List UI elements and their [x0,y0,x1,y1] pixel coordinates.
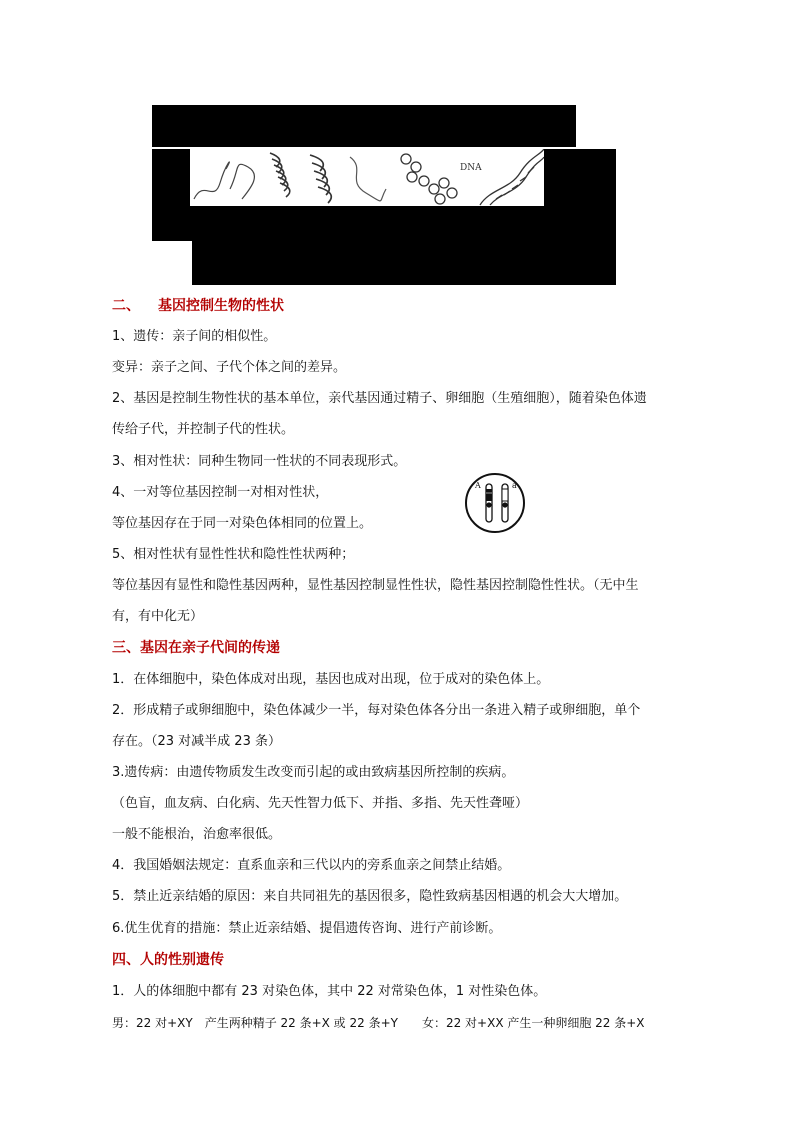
section-heading-gene-transmission: 三、基因在亲子代间的传递 [112,640,280,656]
text-line: 等位基因有显性和隐性基因两种，显性基因控制显性性状，隐性基因控制隐性性状。（无中生 [112,578,639,593]
allele-label-A: A [475,481,481,490]
text-line: 3、相对性状：同种生物同一性状的不同表现形式。 [112,454,407,469]
section-heading-gene-control [112,298,284,314]
text-line: 1．在体细胞中，染色体成对出现，基因也成对出现，位于成对的染色体上。 [112,672,550,687]
heading-text: 基因控制生物的性状 [158,298,284,314]
text-line: 4．我国婚姻法规定：直系血亲和三代以内的旁系血亲之间禁止结婚。 [112,858,511,873]
text-line: （色盲，血友病、白化病、先天性智力低下、并指、多指、先天性聋哑） [112,796,529,811]
redaction-block [536,149,616,207]
text-line: 6.优生优育的措施：禁止近亲结婚、提倡遗传咨询、进行产前诊断。 [112,921,502,936]
text-line: 5．禁止近亲结婚的原因：来自共同祖先的基因很多，隐性致病基因相遇的机会大大增加。 [112,889,628,904]
redaction-block [152,201,194,241]
text-line: 男：22 对+XY 产生两种精子 22 条+X 或 22 条+Y 女：22 对+XX 产生一种卵细胞 22 条+X [112,1016,645,1030]
dna-label: DNA [460,163,482,173]
text-line: 2、基因是控制生物性状的基本单位，亲代基因通过精子、卵细胞（生殖细胞），随着染色体遗 [112,391,647,406]
heading-number: 二、 [112,298,140,314]
text-line: 传给子代，并控制子代的性状。 [112,422,295,437]
chromosome-dna-figure [150,105,620,285]
text-line: 等位基因存在于同一对染色体相同的位置上。 [112,516,373,531]
allele-chromosome-diagram [465,473,525,533]
section-heading-sex-inheritance: 四、人的性别遗传 [112,952,224,968]
redaction-block [152,149,192,207]
text-line: 存在。（23 对减半成 23 条） [112,734,281,749]
text-line: 一般不能根治，治愈率很低。 [112,827,282,842]
redaction-block [192,201,616,285]
text-line: 有，有中化无） [112,609,204,624]
text-line: 1、遗传：亲子间的相似性。 [112,329,277,344]
redaction-block [152,105,576,147]
text-line: 5、相对性状有显性性状和隐性性状两种； [112,547,355,562]
dna-illustration [190,149,544,206]
allele-label-a: a [512,481,517,490]
text-line: 2．形成精子或卵细胞中，染色体减少一半，每对染色体各分出一条进入精子或卵细胞，单个 [112,703,641,718]
text-line: 1．人的体细胞中都有 23 对染色体，其中 22 对常染色体，1 对性染色体。 [112,984,547,999]
text-line: 3.遗传病：由遗传物质发生改变而引起的或由致病基因所控制的疾病。 [112,765,515,780]
text-line: 4、一对等位基因控制一对相对性状， [112,485,329,500]
text-line: 变异：亲子之间、子代个体之间的差异。 [112,360,347,375]
